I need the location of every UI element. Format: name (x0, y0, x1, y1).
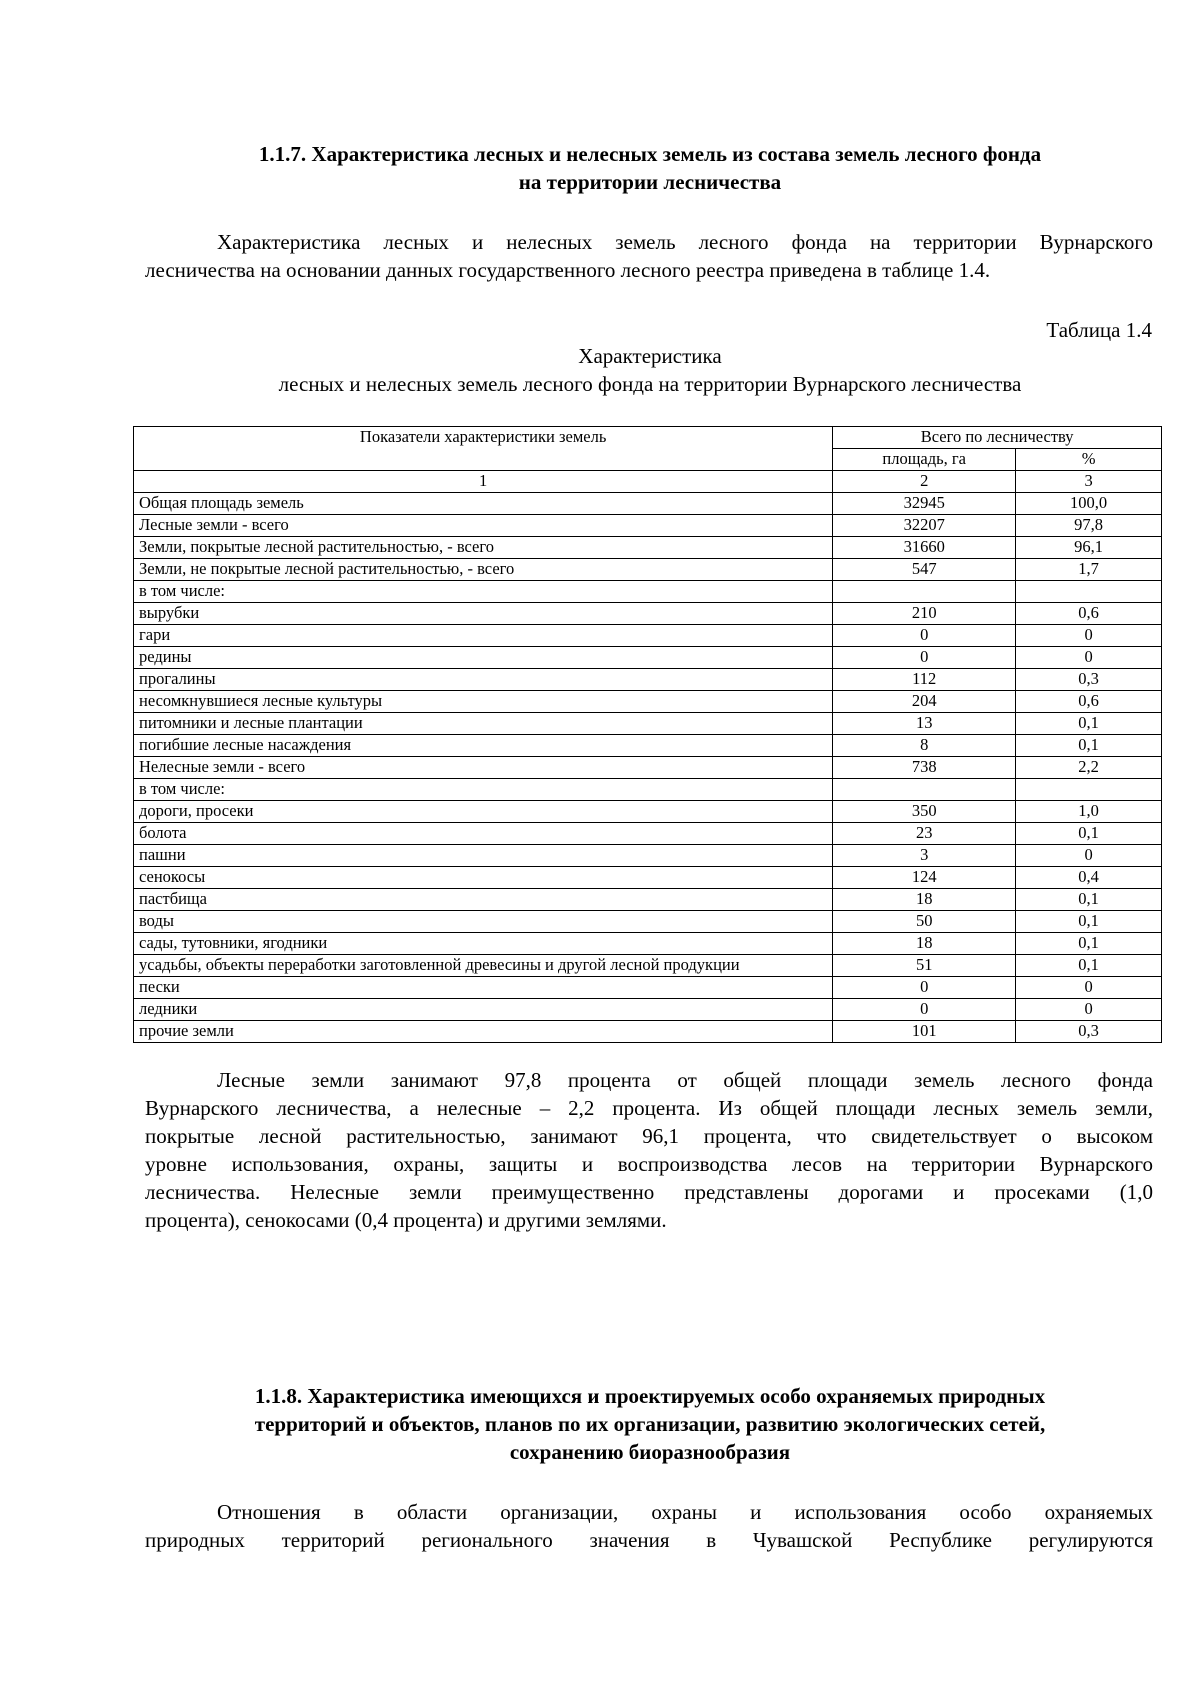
header-total: Всего по лесничеству (833, 427, 1162, 449)
header-percent: % (1016, 449, 1162, 471)
row-area-cell: 0 (833, 999, 1016, 1021)
row-percent-cell: 0 (1016, 977, 1162, 999)
row-percent-cell: 0,3 (1016, 669, 1162, 691)
row-name-cell: вырубки (134, 603, 833, 625)
row-percent-cell: 0,3 (1016, 1021, 1162, 1043)
row-name-cell: Лесные земли - всего (134, 515, 833, 537)
row-name-cell: гари (134, 625, 833, 647)
row-name-cell: усадьбы, объекты переработки заготовленной древесины и другой лесной продукции (134, 955, 833, 977)
row-percent-cell: 0,1 (1016, 955, 1162, 977)
table-row (134, 977, 1162, 999)
row-percent-cell: 1,0 (1016, 801, 1162, 823)
paragraph-line: Лесные земли занимают 97,8 процента от общей площади земель лесного фонда (217, 1068, 1153, 1092)
row-area-cell: 8 (833, 735, 1016, 757)
row-name-cell: сады, тутовники, ягодники (134, 933, 833, 955)
row-percent-cell: 0,1 (1016, 933, 1162, 955)
table-row (134, 889, 1162, 911)
paragraph-line: процента), сенокосами (0,4 процента) и другими землями. (145, 1208, 667, 1232)
column-number: 2 (833, 471, 1016, 493)
paragraph-line: Вурнарского лесничества, а нелесные – 2,2 процента. Из общей площади лесных земель земли, (145, 1096, 1153, 1120)
row-area-cell: 204 (833, 691, 1016, 713)
header-indicator: Показатели характеристики земель (134, 427, 833, 471)
row-name-cell: питомники и лесные плантации (134, 713, 833, 735)
row-percent-cell: 96,1 (1016, 537, 1162, 559)
row-name-cell: Общая площадь земель (134, 493, 833, 515)
oopt-paragraph (145, 1498, 1153, 1554)
table-row (134, 867, 1162, 889)
row-area-cell (833, 779, 1016, 801)
row-percent-cell (1016, 779, 1162, 801)
row-area-cell (833, 581, 1016, 603)
row-name-cell: пашни (134, 845, 833, 867)
row-area-cell: 18 (833, 933, 1016, 955)
row-percent-cell: 0 (1016, 845, 1162, 867)
row-name-cell: редины (134, 647, 833, 669)
summary-paragraph (145, 1066, 1153, 1234)
row-name-cell: воды (134, 911, 833, 933)
row-percent-cell: 100,0 (1016, 493, 1162, 515)
row-area-cell: 0 (833, 647, 1016, 669)
table-row (134, 757, 1162, 779)
row-percent-cell: 0,1 (1016, 823, 1162, 845)
row-percent-cell: 0,6 (1016, 691, 1162, 713)
column-number-row (134, 471, 1162, 493)
table-row (134, 911, 1162, 933)
table-row (134, 537, 1162, 559)
row-area-cell: 32945 (833, 493, 1016, 515)
heading-line: 1.1.7. Характеристика лесных и нелесных земель из состава земель лесного фонда (258, 142, 1042, 166)
paragraph-line: лесничества на основании данных государственного лесного реестра приведена в таблице 1.4. (145, 258, 991, 282)
table-row (134, 559, 1162, 581)
row-name-cell: дороги, просеки (134, 801, 833, 823)
row-area-cell: 350 (833, 801, 1016, 823)
paragraph-line: Характеристика лесных и нелесных земель лесного фонда на территории Вурнарского (217, 230, 1153, 254)
row-percent-cell: 0 (1016, 647, 1162, 669)
header-area: площадь, га (833, 449, 1016, 471)
paragraph-line: покрытые лесной растительностью, занимают 96,1 процента, что свидетельствует о высоком (145, 1124, 1153, 1148)
table-caption-line: лесных и нелесных земель лесного фонда на территории Вурнарского лесничества (278, 372, 1022, 396)
row-area-cell: 50 (833, 911, 1016, 933)
row-name-cell: Нелесные земли - всего (134, 757, 833, 779)
table-row (134, 955, 1162, 977)
row-name-cell: Земли, покрытые лесной растительностью, - всего (134, 537, 833, 559)
row-area-cell: 32207 (833, 515, 1016, 537)
row-percent-cell: 0,1 (1016, 713, 1162, 735)
intro-paragraph (145, 228, 1153, 284)
heading-line: сохранению биоразнообразия (509, 1440, 791, 1464)
table-row (134, 581, 1162, 603)
row-name-cell: несомкнувшиеся лесные культуры (134, 691, 833, 713)
row-percent-cell: 1,7 (1016, 559, 1162, 581)
column-number: 3 (1016, 471, 1162, 493)
row-name-cell: болота (134, 823, 833, 845)
row-name-cell: Земли, не покрытые лесной растительностью, - всего (134, 559, 833, 581)
table-row (134, 625, 1162, 647)
row-area-cell: 0 (833, 625, 1016, 647)
paragraph-line: природных территорий регионального значения в Чувашской Республике регулируются (145, 1528, 1153, 1552)
row-area-cell: 112 (833, 669, 1016, 691)
row-area-cell: 101 (833, 1021, 1016, 1043)
row-name-cell: прогалины (134, 669, 833, 691)
row-percent-cell (1016, 581, 1162, 603)
row-area-cell: 738 (833, 757, 1016, 779)
row-area-cell: 13 (833, 713, 1016, 735)
table-row (134, 493, 1162, 515)
row-percent-cell: 0,4 (1016, 867, 1162, 889)
section-heading-1-1-8 (140, 1382, 1160, 1466)
heading-line: территорий и объектов, планов по их организации, развитию экологических сетей, (254, 1412, 1046, 1436)
row-area-cell: 51 (833, 955, 1016, 977)
row-percent-cell: 0,1 (1016, 889, 1162, 911)
table-row (134, 603, 1162, 625)
row-name-cell: пастбища (134, 889, 833, 911)
table-row (134, 669, 1162, 691)
paragraph-line: Отношения в области организации, охраны и использования особо охраняемых (217, 1500, 1153, 1524)
row-name-cell: погибшие лесные насаждения (134, 735, 833, 757)
row-area-cell: 31660 (833, 537, 1016, 559)
land-characteristics-table (133, 426, 1162, 1043)
table-row (134, 647, 1162, 669)
row-area-cell: 210 (833, 603, 1016, 625)
section-heading-1-1-7 (140, 140, 1160, 196)
table-row (134, 933, 1162, 955)
column-number: 1 (134, 471, 833, 493)
row-percent-cell: 0,6 (1016, 603, 1162, 625)
row-percent-cell: 2,2 (1016, 757, 1162, 779)
paragraph-line: уровне использования, охраны, защиты и воспроизводства лесов на территории Вурнарского (145, 1152, 1153, 1176)
row-area-cell: 3 (833, 845, 1016, 867)
row-percent-cell: 0 (1016, 625, 1162, 647)
table-row (134, 735, 1162, 757)
table-number-label: Таблица 1.4 (1046, 318, 1152, 342)
table-row (134, 515, 1162, 537)
heading-line: 1.1.8. Характеристика имеющихся и проектируемых особо охраняемых природных (254, 1384, 1046, 1408)
row-area-cell: 547 (833, 559, 1016, 581)
row-name-cell: в том числе: (134, 581, 833, 603)
table-row (134, 713, 1162, 735)
row-name-cell: в том числе: (134, 779, 833, 801)
table-header-row (134, 427, 1162, 449)
row-percent-cell: 97,8 (1016, 515, 1162, 537)
table-row (134, 779, 1162, 801)
paragraph-line: лесничества. Нелесные земли преимущественно представлены дорогами и просеками (1,0 (145, 1180, 1153, 1204)
table-row (134, 801, 1162, 823)
table-row (134, 999, 1162, 1021)
row-area-cell: 0 (833, 977, 1016, 999)
table-caption-line: Характеристика (578, 344, 722, 368)
row-name-cell: ледники (134, 999, 833, 1021)
table-row (134, 1021, 1162, 1043)
row-area-cell: 18 (833, 889, 1016, 911)
row-area-cell: 124 (833, 867, 1016, 889)
table-row (134, 691, 1162, 713)
row-percent-cell: 0 (1016, 999, 1162, 1021)
table-row (134, 823, 1162, 845)
row-name-cell: сенокосы (134, 867, 833, 889)
row-percent-cell: 0,1 (1016, 911, 1162, 933)
row-name-cell: прочие земли (134, 1021, 833, 1043)
row-name-cell: пески (134, 977, 833, 999)
table-row (134, 845, 1162, 867)
row-percent-cell: 0,1 (1016, 735, 1162, 757)
heading-line: на территории лесничества (518, 170, 782, 194)
row-area-cell: 23 (833, 823, 1016, 845)
